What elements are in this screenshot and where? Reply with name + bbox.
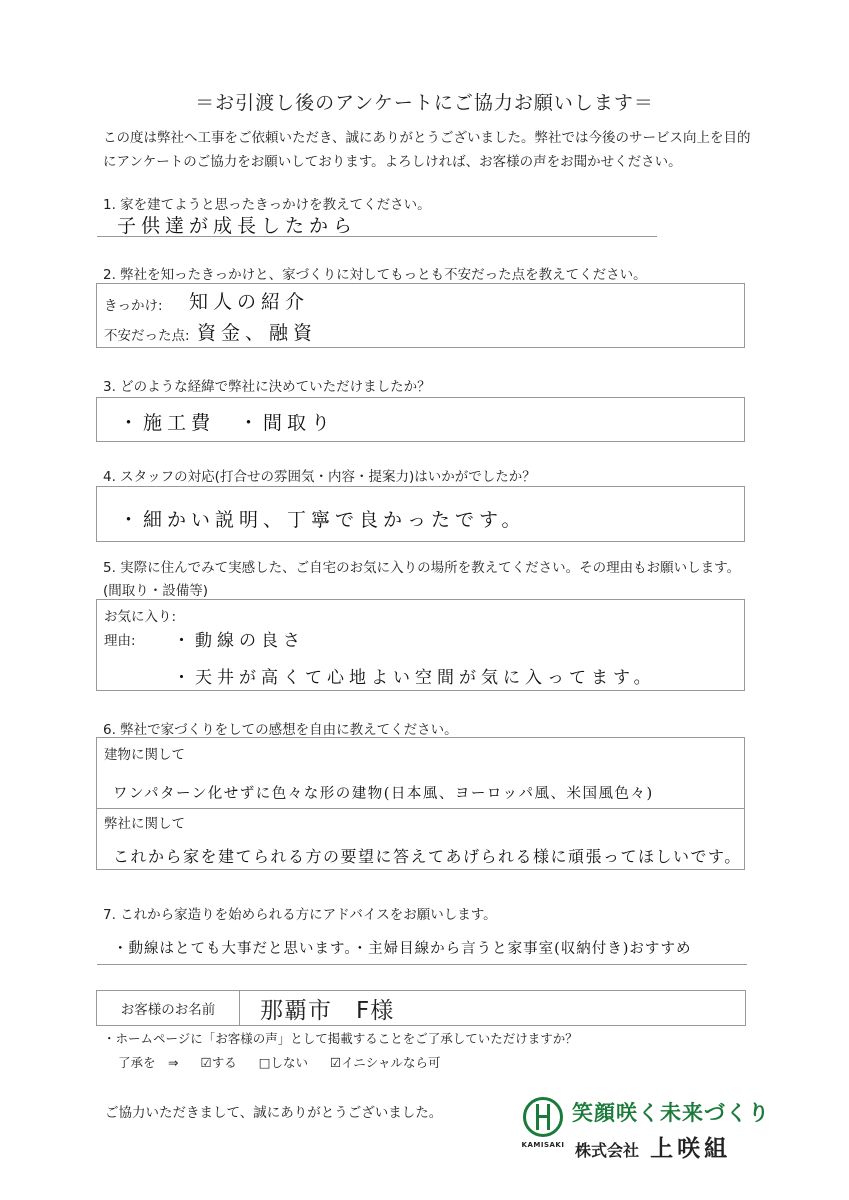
q2-trigger-label: きっかけ:	[104, 298, 163, 314]
customer-name-label: お客様のお名前	[120, 1002, 216, 1018]
q2-worry-label: 不安だった点:	[104, 328, 190, 344]
thanks-text: ご協力いただきまして、誠にありがとうございました。	[105, 1105, 443, 1121]
q6-company-label: 弊社に関して	[104, 816, 185, 832]
q1-answer-line	[97, 210, 657, 237]
q7-question: 7. これから家造りを始められる方にアドバイスをお願いします。	[103, 907, 497, 923]
q4-answer: ・細かい説明、丁寧で良かったです。	[119, 509, 526, 531]
q1-answer: 子供達が成長したから	[117, 215, 358, 237]
q2-trigger-answer: 知人の紹介	[189, 291, 310, 313]
q6-divider	[97, 808, 744, 809]
logo-company-prefix: 株式会社	[575, 1141, 640, 1160]
consent-prefix: 了承を ⇒	[118, 1055, 179, 1070]
customer-name-label-cell	[97, 991, 240, 1025]
q6-building-answer: ワンパターン化せずに色々な形の建物(日本風、ヨーロッパ風、米国風色々)	[113, 786, 654, 802]
customer-name-box	[96, 990, 746, 1026]
consent-question: ・ホームページに「お客様の声」として掲載することをご了承していただけますか？	[103, 1031, 578, 1046]
intro-text: この度は弊社へ工事をご依頼いただき、誠にありがとうございました。弊社では今後のサービス向上を目的にアンケートのご協力をお願いしております。よろしければ、お客様の声をお聞かせください。	[103, 130, 751, 170]
q6-question: 6. 弊社で家づくりをしての感想を自由に教えてください。	[103, 722, 458, 738]
consent-option-no[interactable]: □しない	[258, 1055, 309, 1070]
q3-answer: ・施工費 ・間取り	[119, 412, 336, 434]
consent-options	[118, 1053, 440, 1071]
customer-name-value-cell	[240, 991, 745, 1025]
q1-question: 1. 家を建てようと思ったきっかけを教えてください。	[103, 197, 431, 213]
q2-question: 2. 弊社を知ったきっかけと、家づくりに対してもっとも不安だった点を教えてください。	[103, 267, 647, 283]
customer-name: 那覇市 F様	[260, 997, 395, 1024]
q5-answer-1: ・動線の良さ	[173, 631, 305, 651]
page-title: ＝お引渡し後のアンケートにご協力お願いします＝	[195, 92, 654, 114]
logo-company	[575, 1130, 731, 1163]
q3-answer-box	[96, 397, 745, 442]
consent-option-initial[interactable]: ☑イニシャルなら可	[330, 1055, 441, 1070]
logo-mark-icon	[523, 1097, 563, 1137]
q7-answer: ・動線はとても大事だと思います。・主婦目線から言うと家事室(収納付き)おすすめ	[113, 941, 692, 957]
q3-question: 3. どのような経緯で弊社に決めていただけましたか？	[103, 379, 431, 395]
q4-question: 4. スタッフの対応(打合せの雰囲気・内容・提案力)はいかがでしたか？	[103, 469, 536, 485]
q5-question: 5. 実際に住んでみて実感した、ご自宅のお気に入りの場所を教えてください。その理由もお願いします。(間取り・設備等)	[103, 560, 741, 599]
q6-company-answer: これから家を建てられる方の要望に答えてあげられる様に頑張ってほしいです。	[113, 847, 742, 866]
q5-favorite-label: お気に入り:	[104, 609, 177, 625]
q2-answer-box	[96, 283, 745, 348]
consent-option-yes[interactable]: ☑する	[200, 1055, 237, 1070]
q5-answer-2: ・天井が高くて心地よい空間が気に入ってます。	[173, 668, 656, 688]
q6-building-label: 建物に関して	[104, 747, 185, 763]
q5-answer-box	[96, 599, 745, 691]
logo-tagline: 笑顔咲く未来づくり	[572, 1101, 770, 1125]
q7-answer-line	[97, 922, 747, 965]
company-logo	[517, 1097, 569, 1153]
logo-company-name: 上咲組	[650, 1136, 732, 1162]
q6-answer-box	[96, 737, 745, 870]
q4-answer-box	[96, 486, 745, 542]
q5-reason-label: 理由:	[104, 633, 136, 649]
q2-worry-answer: 資金、融資	[197, 322, 318, 344]
logo-mark-text: KAMISAKI	[521, 1141, 565, 1149]
